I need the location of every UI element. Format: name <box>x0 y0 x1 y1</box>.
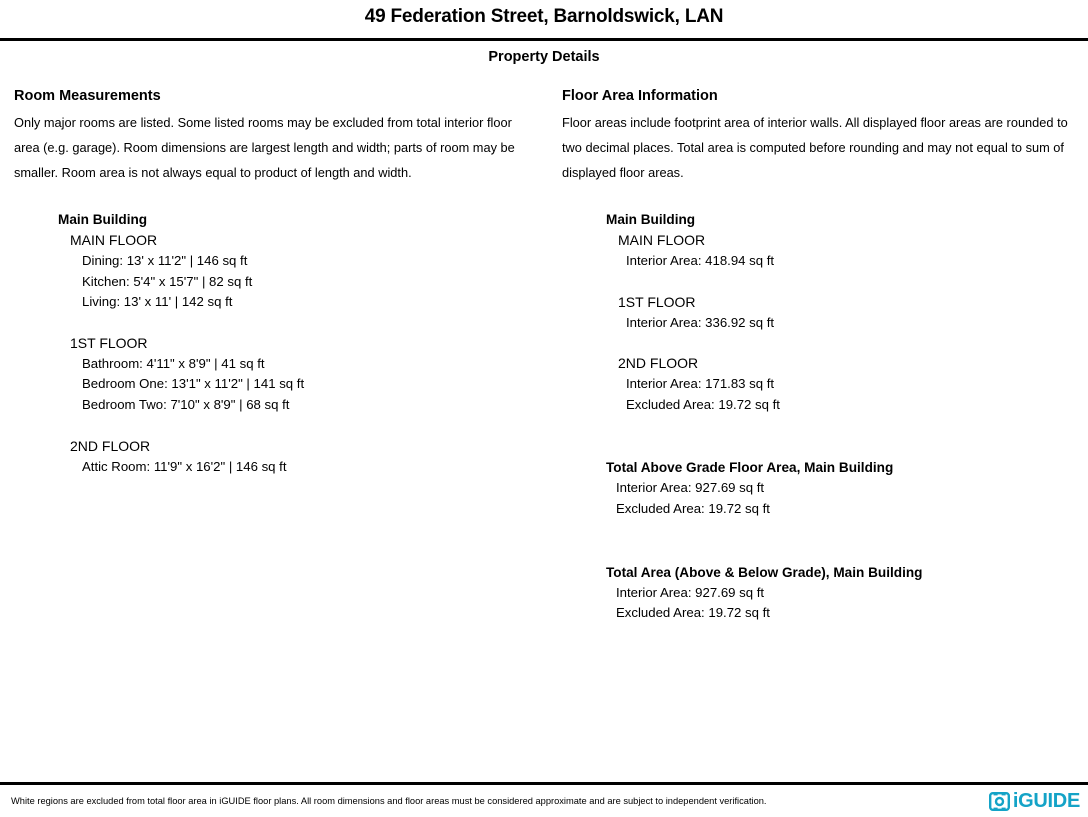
area-floor-group-2nd <box>562 353 1086 415</box>
room-line: Dining: 13' x 11'2" | 146 sq ft <box>82 253 248 268</box>
floor-area-heading: Floor Area Information <box>562 88 718 104</box>
total-area-title: Total Area (Above & Below Grade), Main Building <box>606 564 923 580</box>
total-line: Excluded Area: 19.72 sq ft <box>616 500 770 516</box>
room-measurements-note: Only major rooms are listed. Some listed rooms may be excluded from total interior floor area (e.g. garage). Room dimensions are largest length and width; parts of room may be smaller. Room area is not always equal to product of length and width. <box>14 115 515 180</box>
room-measurements-column <box>0 87 558 624</box>
total-above-grade-title: Total Above Grade Floor Area, Main Building <box>606 460 894 476</box>
area-floor-group-main <box>562 230 1086 272</box>
room-floor-group-main <box>14 230 536 313</box>
content-columns <box>0 66 1088 624</box>
area-floor-group-1st <box>562 292 1086 334</box>
room-line: Attic Room: 11'9" x 16'2" | 146 sq ft <box>82 458 287 474</box>
floor-area-note: Floor areas include footprint area of interior walls. All displayed floor areas are rounded to two decimal places. Total area is computed before rounding and may not equal to sum of displayed floor areas. <box>562 115 1068 180</box>
area-line: Interior Area: 171.83 sq ft <box>626 376 775 392</box>
area-line: Interior Area: 336.92 sq ft <box>626 314 775 330</box>
iguide-wordmark: iGUIDE <box>1012 790 1080 812</box>
area-building-name: Main Building <box>606 212 696 227</box>
room-line: Bedroom One: 13'1" x 11'2" | 141 sq ft <box>82 376 305 392</box>
area-floor-name: 1ST FLOOR <box>618 293 696 310</box>
room-line: Bedroom Two: 7'10" x 8'9" | 68 sq ft <box>82 396 290 412</box>
room-line: Bathroom: 4'11" x 8'9" | 41 sq ft <box>82 355 265 371</box>
total-line: Excluded Area: 19.72 sq ft <box>616 605 770 621</box>
room-floor-name: 1ST FLOOR <box>70 334 148 351</box>
room-floor-name: 2ND FLOOR <box>70 437 151 454</box>
floor-area-column <box>558 87 1088 624</box>
room-measurements-heading: Room Measurements <box>14 88 161 104</box>
area-floor-name: 2ND FLOOR <box>618 355 699 372</box>
iguide-logo <box>989 791 1080 811</box>
room-building-name: Main Building <box>58 212 148 227</box>
page-title: 49 Federation Street, Barnoldswick, LAN <box>364 6 724 27</box>
page-footer <box>0 782 1088 811</box>
room-line: Kitchen: 5'4" x 15'7" | 82 sq ft <box>82 273 253 289</box>
total-line: Interior Area: 927.69 sq ft <box>616 584 765 600</box>
total-line: Interior Area: 927.69 sq ft <box>616 480 765 496</box>
room-floor-group-2nd <box>14 436 536 478</box>
room-floor-name: MAIN FLOOR <box>70 232 158 248</box>
room-line: Living: 13' x 11' | 142 sq ft <box>82 294 233 310</box>
iguide-camera-icon <box>989 792 1010 811</box>
area-floor-name: MAIN FLOOR <box>618 232 706 248</box>
area-line: Excluded Area: 19.72 sq ft <box>626 396 780 412</box>
area-building-block <box>562 209 1086 415</box>
page-subtitle: Property Details <box>488 49 600 65</box>
footer-row <box>0 785 1088 811</box>
room-floor-group-1st <box>14 333 536 416</box>
total-above-grade-block <box>562 457 1086 519</box>
footer-disclaimer: White regions are excluded from total floor area in iGUIDE floor plans. All room dimensions and floor areas must be considered approximate and are subject to independent verification. <box>11 796 767 806</box>
area-line: Interior Area: 418.94 sq ft <box>626 253 775 268</box>
total-area-block <box>562 562 1086 624</box>
room-building-block <box>14 209 536 477</box>
